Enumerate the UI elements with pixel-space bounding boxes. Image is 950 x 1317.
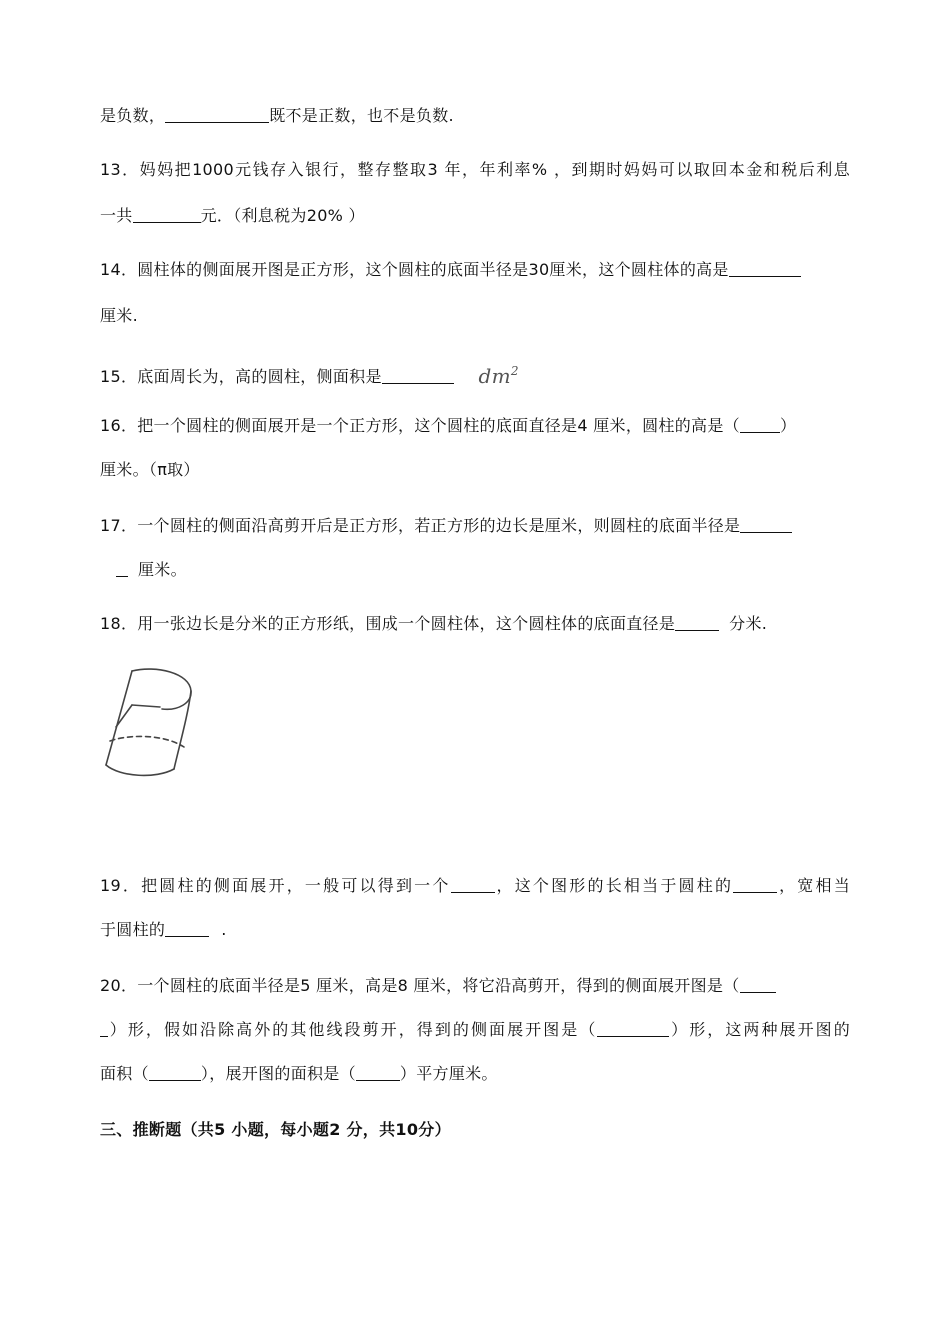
- answer-blank[interactable]: [165, 106, 269, 123]
- answer-blank[interactable]: [116, 560, 128, 577]
- answer-blank[interactable]: [597, 1020, 669, 1037]
- question-17-line-2: 厘米。: [100, 560, 850, 580]
- question-16-line-2: 厘米。（π取）: [100, 460, 200, 479]
- question-18: 18．用一张边长是分米的正方形纸，围成一个圆柱体，这个圆柱体的底面直径是 分米.: [100, 614, 768, 633]
- question-17-line-1: 17．一个圆柱的侧面沿高剪开后是正方形，若正方形的边长是厘米，则圆柱的底面半径是: [100, 516, 850, 536]
- cylinder-inner-edge: [132, 705, 160, 707]
- question-14-line-2: 厘米.: [100, 306, 138, 325]
- question-13-line-1: 13．妈妈把1000元钱存入银行，整存整取3 年，年利率% ，到期时妈妈可以取回本金和税后利息: [100, 160, 850, 179]
- question-15: 15．底面周长为，高的圆柱，侧面积是 $dm^2$: [100, 364, 519, 388]
- cylinder-left-edge: [106, 671, 132, 765]
- answer-blank[interactable]: [100, 1020, 108, 1037]
- answer-blank[interactable]: [133, 206, 201, 223]
- answer-blank[interactable]: [165, 920, 209, 937]
- answer-blank[interactable]: [740, 976, 776, 993]
- question-13-line-2: 一共 元．（利息税为20% ）: [100, 206, 365, 225]
- cylinder-flap-edge: [116, 705, 132, 727]
- cylinder-right-edge: [174, 691, 191, 769]
- section-3-heading: 三、推断题（共5 小题，每小题2 分，共10分）: [100, 1120, 451, 1139]
- answer-blank[interactable]: [740, 416, 780, 433]
- cylinder-hidden-base: [110, 736, 184, 747]
- question-20-line-3: 面积（ ），展开图的面积是（ ）平方厘米。: [100, 1064, 498, 1083]
- cylinder-diagram: [100, 665, 200, 780]
- question-16-line-1: 16．把一个圆柱的侧面展开是一个正方形，这个圆柱的底面直径是4 厘米，圆柱的高是（ ）: [100, 416, 797, 435]
- question-14-line-1: 14．圆柱体的侧面展开图是正方形，这个圆柱的底面半径是30厘米，这个圆柱体的高是: [100, 260, 850, 280]
- question-12-tail: 是负数， 既不是正数，也不是负数.: [100, 106, 454, 125]
- answer-blank[interactable]: [733, 876, 777, 893]
- question-20-line-1: 20．一个圆柱的底面半径是5 厘米，高是8 厘米，将它沿高剪开，得到的侧面展开图是（: [100, 976, 850, 996]
- answer-blank[interactable]: [356, 1064, 400, 1081]
- answer-blank[interactable]: [675, 614, 719, 631]
- answer-blank[interactable]: [729, 260, 801, 277]
- cylinder-top-edge: [132, 669, 191, 709]
- question-20-line-2: ）形，假如沿除高外的其他线段剪开，得到的侧面展开图是（ ）形，这两种展开图的: [100, 1020, 850, 1040]
- question-19-line-2: 于圆柱的 .: [100, 920, 227, 939]
- question-19-line-1: 19．把圆柱的侧面展开，一般可以得到一个 ，这个图形的长相当于圆柱的 ，宽相当: [100, 876, 850, 895]
- answer-blank[interactable]: [149, 1064, 201, 1081]
- cylinder-bottom-edge: [106, 765, 174, 775]
- answer-blank[interactable]: [382, 367, 454, 384]
- answer-blank[interactable]: [740, 516, 792, 533]
- unit-square-decimeter: $dm^2$: [478, 364, 519, 388]
- answer-blank[interactable]: [451, 876, 495, 893]
